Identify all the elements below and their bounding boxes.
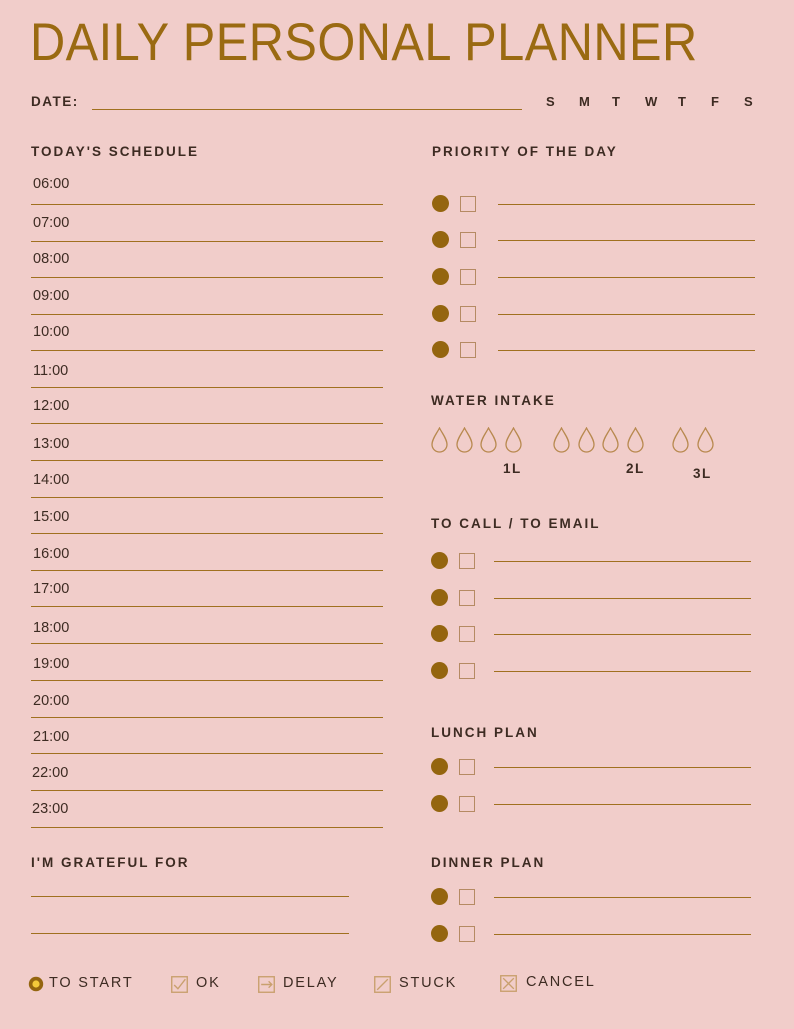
lunch-bullet: [431, 795, 448, 812]
schedule-time: 20:00: [33, 693, 70, 709]
call-bullet: [431, 552, 448, 569]
schedule-time: 22:00: [32, 765, 69, 781]
schedule-line[interactable]: [31, 717, 383, 718]
dinner-heading: DINNER PLAN: [431, 855, 546, 870]
priority-checkbox[interactable]: [460, 269, 476, 285]
priority-line[interactable]: [498, 204, 755, 205]
call-checkbox[interactable]: [459, 590, 475, 606]
call-checkbox[interactable]: [459, 626, 475, 642]
call-line[interactable]: [494, 671, 751, 672]
schedule-time: 16:00: [33, 546, 70, 562]
dinner-line[interactable]: [494, 897, 751, 898]
page-title: DAILY PERSONAL PLANNER: [30, 13, 698, 72]
priority-bullet: [432, 305, 449, 322]
schedule-line[interactable]: [31, 570, 383, 571]
grateful-line[interactable]: [31, 896, 349, 897]
dinner-bullet: [431, 925, 448, 942]
schedule-line[interactable]: [31, 497, 383, 498]
schedule-line[interactable]: [31, 423, 383, 424]
schedule-line[interactable]: [31, 204, 383, 205]
schedule-line[interactable]: [31, 350, 383, 351]
date-label: DATE:: [31, 94, 79, 109]
schedule-line[interactable]: [31, 790, 383, 791]
priority-heading: PRIORITY OF THE DAY: [432, 144, 618, 159]
schedule-time: 18:00: [33, 620, 70, 636]
water-drop-icon[interactable]: [456, 427, 473, 458]
weekday-selector: [546, 94, 777, 109]
schedule-line[interactable]: [31, 277, 383, 278]
priority-checkbox[interactable]: [460, 196, 476, 212]
priority-line[interactable]: [498, 240, 755, 241]
lunch-bullet: [431, 758, 448, 775]
day-friday[interactable]: F: [711, 94, 719, 109]
schedule-line[interactable]: [31, 241, 383, 242]
dinner-checkbox[interactable]: [459, 926, 475, 942]
schedule-time: 12:00: [33, 398, 70, 414]
priority-bullet: [432, 268, 449, 285]
legend-cancel-icon: [500, 975, 517, 997]
schedule-time: 13:00: [33, 436, 70, 452]
water-heading: WATER INTAKE: [431, 393, 556, 408]
lunch-line[interactable]: [494, 767, 751, 768]
schedule-time: 21:00: [33, 729, 70, 745]
call-line[interactable]: [494, 634, 751, 635]
priority-bullet: [432, 341, 449, 358]
schedule-time: 19:00: [33, 656, 70, 672]
legend-to-start-icon: [28, 976, 44, 997]
call-bullet: [431, 662, 448, 679]
call-heading: TO CALL / TO EMAIL: [431, 516, 601, 531]
schedule-line[interactable]: [31, 753, 383, 754]
priority-bullet: [432, 195, 449, 212]
day-sunday[interactable]: S: [546, 94, 555, 109]
call-bullet: [431, 625, 448, 642]
schedule-line[interactable]: [31, 314, 383, 315]
water-label-2l: 2L: [626, 461, 645, 476]
schedule-time: 06:00: [33, 176, 70, 192]
day-saturday[interactable]: S: [744, 94, 753, 109]
call-checkbox[interactable]: [459, 553, 475, 569]
schedule-time: 10:00: [33, 324, 70, 340]
call-checkbox[interactable]: [459, 663, 475, 679]
schedule-heading: TODAY'S SCHEDULE: [31, 144, 199, 159]
schedule-line[interactable]: [31, 460, 383, 461]
legend-cancel: CANCEL: [526, 974, 596, 990]
dinner-line[interactable]: [494, 934, 751, 935]
legend-to-start: TO START: [49, 975, 134, 991]
schedule-line[interactable]: [31, 643, 383, 644]
legend-stuck: STUCK: [399, 975, 458, 991]
schedule-time: 23:00: [32, 801, 69, 817]
legend-ok: OK: [196, 975, 221, 991]
schedule-line[interactable]: [31, 680, 383, 681]
water-drop-icon[interactable]: [431, 427, 448, 458]
grateful-heading: I'M GRATEFUL FOR: [31, 855, 190, 870]
water-drop-icon[interactable]: [505, 427, 522, 458]
schedule-time: 07:00: [33, 215, 70, 231]
schedule-time: 14:00: [33, 472, 70, 488]
legend-delay-icon: [258, 976, 275, 998]
call-line[interactable]: [494, 561, 751, 562]
water-drop-icon[interactable]: [553, 427, 570, 458]
legend-delay: DELAY: [283, 975, 339, 991]
water-drop-icon[interactable]: [627, 427, 644, 458]
schedule-line[interactable]: [31, 533, 383, 534]
lunch-heading: LUNCH PLAN: [431, 725, 539, 740]
call-bullet: [431, 589, 448, 606]
dinner-bullet: [431, 888, 448, 905]
schedule-time: 08:00: [33, 251, 70, 267]
day-tuesday[interactable]: T: [612, 94, 620, 109]
priority-checkbox[interactable]: [460, 306, 476, 322]
water-label-1l: 1L: [503, 461, 522, 476]
schedule-line[interactable]: [31, 827, 383, 828]
water-drop-icon[interactable]: [602, 427, 619, 458]
water-drop-icon[interactable]: [480, 427, 497, 458]
lunch-checkbox[interactable]: [459, 796, 475, 812]
water-label-3l: 3L: [693, 466, 712, 481]
day-thursday[interactable]: T: [678, 94, 686, 109]
water-drop-icon[interactable]: [672, 427, 689, 458]
legend-stuck-icon: [374, 976, 391, 998]
schedule-time: 11:00: [33, 363, 69, 379]
day-wednesday[interactable]: W: [645, 94, 658, 109]
water-drop-icon[interactable]: [578, 427, 595, 458]
priority-line[interactable]: [498, 314, 755, 315]
schedule-time: 15:00: [33, 509, 70, 525]
priority-line[interactable]: [498, 277, 755, 278]
priority-bullet: [432, 231, 449, 248]
lunch-checkbox[interactable]: [459, 759, 475, 775]
dinner-checkbox[interactable]: [459, 889, 475, 905]
legend-ok-icon: [171, 976, 188, 998]
priority-line[interactable]: [498, 350, 755, 351]
grateful-line[interactable]: [31, 933, 349, 934]
schedule-time: 17:00: [33, 581, 70, 597]
schedule-line[interactable]: [31, 606, 383, 607]
day-monday[interactable]: M: [579, 94, 590, 109]
call-line[interactable]: [494, 598, 751, 599]
priority-checkbox[interactable]: [460, 232, 476, 248]
priority-checkbox[interactable]: [460, 342, 476, 358]
lunch-line[interactable]: [494, 804, 751, 805]
schedule-time: 09:00: [33, 288, 70, 304]
schedule-line[interactable]: [31, 387, 383, 388]
water-drop-icon[interactable]: [697, 427, 714, 458]
date-line[interactable]: [92, 109, 522, 110]
